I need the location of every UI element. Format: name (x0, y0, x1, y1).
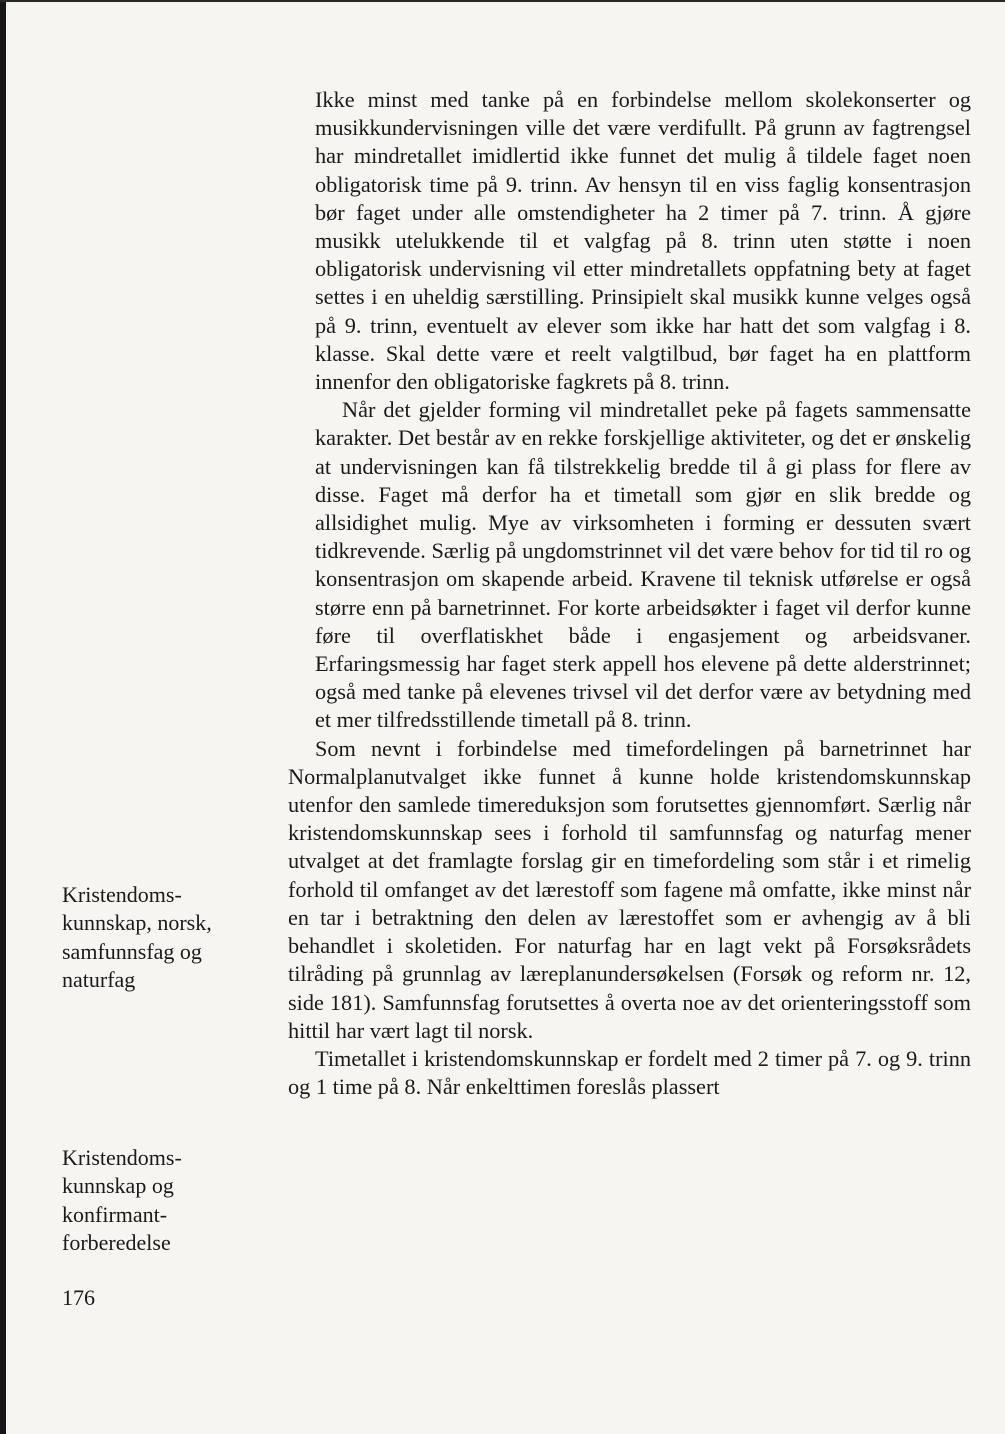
margin-note-line: samfunnsfag og (62, 938, 202, 964)
paragraph-christianity-subjects: Som nevnt i forbindelse med timefordelingen på barnetrinnet har Normalplanutvalget ikke funnet å kunne holde kristendomskunnskap utenfor den samlede timereduksjon som forutsettes gjennomført. Særlig når kristendomskunnskap sees i forhold til samfunnsfag og naturfag mener utvalget at det framlagte forslag gir en timefordeling som står i et rimelig forhold til omfanget av det lærestoff som fagene må omfatte, ikke minst når en tar i betraktning den delen av lærestoffet som er avhengig av å bli behandlet i skoletiden. For naturfag har en lagt vekt på Forsøksrådets tilråding på grunnlag av læreplanundersøkelsen (Forsøk og reform nr. 12, side 181). Samfunnsfag forutsettes å overta noe av det orienteringsstoff som hittil har vært lagt til norsk. (288, 735, 971, 1043)
margin-note-line: Kristendoms- (62, 882, 182, 907)
margin-note-line: forberedelse (62, 1230, 171, 1256)
margin-note-line: Kristendoms- (62, 1145, 182, 1170)
scan-edge-top (0, 0, 1005, 2)
margin-note-confirmation (62, 1144, 262, 1258)
margin-note-line: naturfag (62, 967, 136, 993)
margin-note-line: kunnskap, norsk, (62, 910, 212, 936)
paragraph-music: Ikke minst med tanke på en forbindelse mellom skolekonserter og musikkundervisningen ville det være verdifullt. På grunn av fagtrengsel har mindretallet imidlertid ikke funnet det mulig å tildele faget noen obligatorisk time på 9. trinn. Av hensyn til en viss faglig konsentrasjon bør faget under alle omstendigheter ha 2 timer på 7. trinn. Å gjøre musikk utelukkende til et valgfag på 8. trinn uten støtte i noen obligatorisk undervisning vil etter mindretallets oppfatning bety at faget settes i en uheldig særstilling. Prinsipielt skal musikk kunne velges også på 9. trinn, eventuelt av elever som ikke har hatt det som valgfag i 8. klasse. Skal dette være et reelt valgtilbud, bør faget ha en plattform innenfor den obligatoriske fagkrets på 8. trinn. (315, 87, 971, 395)
page-number: 176 (62, 1285, 95, 1310)
paragraph-christianity-hours: Timetallet i kristendomskunnskap er fordelt med 2 timer på 7. og 9. trinn og 1 time på 8. Når enkelttimen foreslås plassert (288, 1045, 971, 1100)
margin-note-line: konfirmant- (62, 1201, 168, 1227)
margin-note-line: kunnskap og (62, 1173, 174, 1199)
body-text (288, 86, 971, 1101)
margin-note-subjects (62, 881, 262, 995)
paragraph-forming: Når det gjelder forming vil mindretallet peke på fagets sammensatte karakter. Det består av en rekke forskjellige aktiviteter, og det er ønskelig at undervisningen kan få tilstrekkelig bredde til å gi plass for flere av disse. Faget må derfor ha et timetall som gjør en slik bredde og allsidighet mulig. Mye av virksomheten i forming er dessuten svært tidkrevende. Særlig på ungdomstrinnet vil det være behov for tid til ro og konsentrasjon om skapende arbeid. Kravene til teknisk utførelse er også større enn på barnetrinnet. For korte arbeidsøkter i faget vil derfor kunne føre til overflatiskhet både i engasjement og arbeidsvaner. Erfaringsmessig har faget sterk appell hos elevene på dette alderstrinnet; også med tanke på elevenes trivsel vil det derfor være av betydning med et mer tilfredsstillende timetall på 8. trinn. (315, 397, 971, 733)
scan-edge-left (0, 0, 6, 1434)
